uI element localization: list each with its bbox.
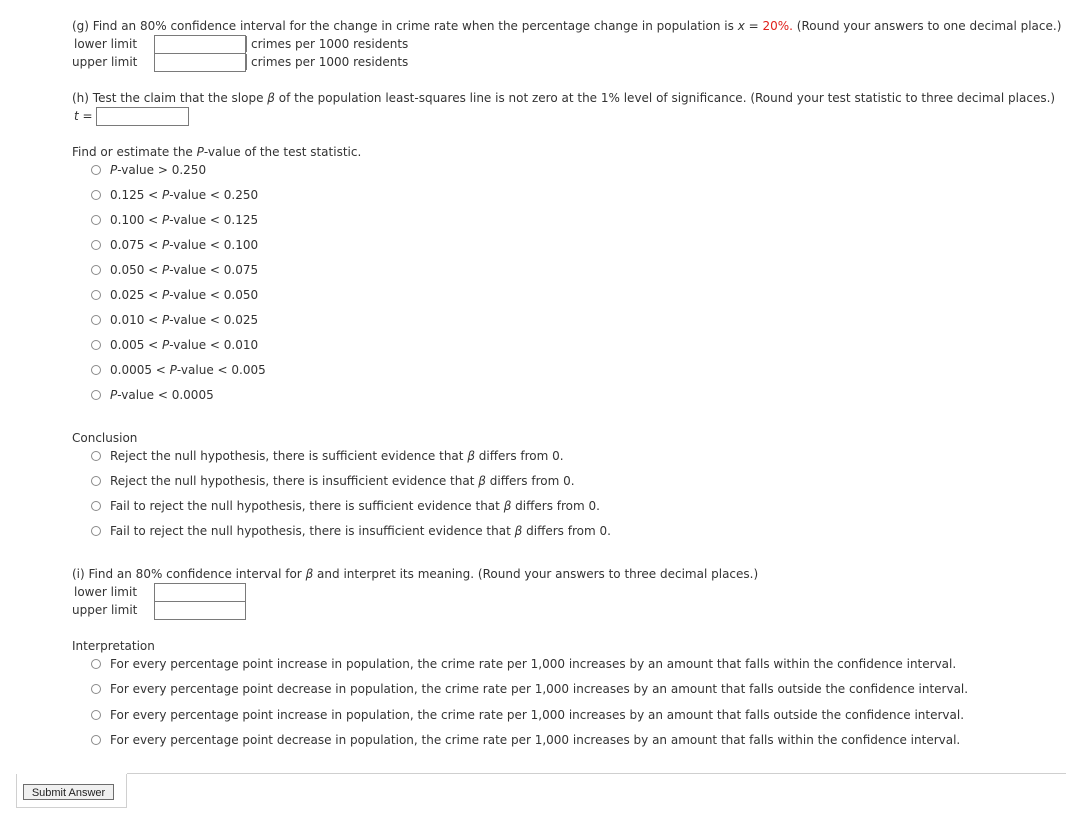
pvalue-option-post: -value < 0.0005 (117, 388, 214, 402)
interpretation-heading: Interpretation (72, 639, 155, 653)
t-equals: = (78, 109, 93, 123)
pvalue-option-post: -value < 0.025 (169, 313, 259, 327)
conclusion-option-pre: Fail to reject the null hypothesis, there is insufficient evidence that (110, 524, 515, 538)
pvalue-option-pre: 0.050 < (110, 263, 163, 277)
pvalue-option-5-radio[interactable] (91, 290, 101, 300)
pvalue-option-pre: 0.010 < (110, 313, 163, 327)
conclusion-option-pre: Reject the null hypothesis, there is sufficient evidence that (110, 449, 468, 463)
interpretation-option-0-label[interactable]: For every percentage point increase in population, the crime rate per 1,000 increases by an amount that falls within the confidence interval. (110, 657, 957, 671)
pvalue-option-post: -value < 0.250 (169, 188, 259, 202)
pvalue-option-pre: 0.0005 < (110, 363, 170, 377)
conclusion-option-3-label[interactable] (110, 523, 611, 539)
conclusion-option-0-label[interactable] (110, 448, 564, 464)
pvalue-option-pre: 0.075 < (110, 238, 163, 252)
pvalue-option-1-label[interactable] (110, 187, 258, 203)
beta-symbol: β (467, 449, 475, 463)
pvalue-option-post: -value < 0.075 (169, 263, 259, 277)
pvalue-option-pre: 0.005 < (110, 338, 163, 352)
pvalue-option-3-label[interactable] (110, 237, 258, 253)
pvalue-option-4-label[interactable] (110, 262, 258, 278)
pvalue-option-post: -value < 0.100 (169, 238, 259, 252)
pvalue-option-6-label[interactable] (110, 312, 258, 328)
beta-symbol: β (514, 524, 523, 538)
footer-divider (127, 773, 1066, 774)
pvalue-option-var: P (162, 313, 170, 327)
part-i-prompt-rest: and interpret its meaning. (Round your answers to three decimal places.) (313, 567, 759, 581)
interpretation-option-2-radio[interactable] (91, 710, 101, 720)
conclusion-option-pre: Reject the null hypothesis, there is insufficient evidence that (110, 474, 479, 488)
part-g-equals: = (744, 19, 763, 33)
g-lower-input[interactable] (154, 35, 246, 54)
conclusion-option-2-radio[interactable] (91, 501, 101, 511)
pvalue-heading-var: P (196, 145, 204, 159)
conclusion-option-post: differs from 0. (485, 474, 575, 488)
pvalue-option-post: -value < 0.050 (169, 288, 259, 302)
pvalue-option-post: -value < 0.125 (169, 213, 259, 227)
beta-symbol: β (267, 91, 275, 105)
beta-symbol: β (478, 474, 486, 488)
g-lower-unit: crimes per 1000 residents (246, 36, 408, 52)
t-label (74, 108, 93, 124)
pvalue-option-var: P (169, 363, 177, 377)
g-lower-label: lower limit (74, 37, 138, 51)
part-i-prompt (72, 566, 758, 582)
pvalue-option-var: P (110, 388, 118, 402)
part-i-prompt-text: (i) Find an 80% confidence interval for (72, 567, 306, 581)
i-upper-label: upper limit (72, 603, 138, 617)
pvalue-option-pre: 0.100 < (110, 213, 163, 227)
conclusion-option-1-label[interactable] (110, 473, 575, 489)
pvalue-option-4-radio[interactable] (91, 265, 101, 275)
part-h-prompt-text: (h) Test the claim that the slope (72, 91, 268, 105)
interpretation-option-2-label[interactable]: For every percentage point increase in population, the crime rate per 1,000 increases by an amount that falls outside the confidence interval. (110, 708, 965, 722)
pvalue-option-post: -value > 0.250 (117, 163, 207, 177)
pvalue-option-var: P (162, 338, 170, 352)
conclusion-option-post: differs from 0. (511, 499, 600, 513)
submit-answer-button[interactable]: Submit Answer (23, 784, 114, 800)
t-symbol: t (74, 109, 79, 123)
pvalue-heading-text: Find or estimate the (72, 145, 197, 159)
pvalue-option-var: P (162, 263, 170, 277)
beta-symbol: β (503, 499, 512, 513)
conclusion-option-1-radio[interactable] (91, 476, 101, 486)
pvalue-option-post: -value < 0.010 (169, 338, 259, 352)
interpretation-option-3-label[interactable]: For every percentage point decrease in population, the crime rate per 1,000 increases by an amount that falls within the confidence interval. (110, 733, 961, 747)
interpretation-option-1-radio[interactable] (91, 684, 101, 694)
pvalue-heading (72, 144, 361, 160)
pvalue-option-2-label[interactable] (110, 212, 258, 228)
pvalue-heading-rest: -value of the test statistic. (203, 145, 362, 159)
pvalue-option-8-label[interactable] (110, 362, 266, 378)
pvalue-option-7-label[interactable] (110, 337, 258, 353)
part-g-highlight-value: 20%. (762, 19, 793, 33)
i-lower-label: lower limit (74, 585, 138, 599)
conclusion-option-0-radio[interactable] (91, 451, 101, 461)
pvalue-option-1-radio[interactable] (91, 190, 101, 200)
part-g-prompt-text: (g) Find an 80% confidence interval for the change in crime rate when the percentage change in population is (72, 19, 738, 33)
pvalue-option-6-radio[interactable] (91, 315, 101, 325)
part-h-prompt (72, 90, 1055, 106)
pvalue-option-0-label[interactable] (110, 162, 206, 178)
pvalue-option-var: P (162, 238, 170, 252)
pvalue-option-9-radio[interactable] (91, 390, 101, 400)
interpretation-option-0-radio[interactable] (91, 659, 101, 669)
pvalue-option-8-radio[interactable] (91, 365, 101, 375)
beta-symbol: β (305, 567, 314, 581)
part-h-prompt-rest: of the population least-squares line is not zero at the 1% level of significance. (Round your test statistic to three decimal places.) (274, 91, 1056, 105)
pvalue-option-0-radio[interactable] (91, 165, 101, 175)
pvalue-option-var: P (162, 288, 170, 302)
i-lower-input[interactable] (154, 583, 246, 602)
pvalue-option-2-radio[interactable] (91, 215, 101, 225)
part-g-variable: x (737, 19, 745, 33)
pvalue-option-9-label[interactable] (110, 387, 214, 403)
pvalue-option-pre: 0.125 < (110, 188, 163, 202)
pvalue-option-var: P (162, 213, 170, 227)
pvalue-option-var: P (110, 163, 118, 177)
g-upper-label: upper limit (72, 55, 138, 69)
conclusion-option-post: differs from 0. (474, 449, 564, 463)
g-upper-unit: crimes per 1000 residents (246, 54, 408, 70)
conclusion-option-3-radio[interactable] (91, 526, 101, 536)
i-upper-input[interactable] (154, 601, 246, 620)
pvalue-option-5-label[interactable] (110, 287, 258, 303)
pvalue-option-7-radio[interactable] (91, 340, 101, 350)
pvalue-option-var: P (162, 188, 170, 202)
interpretation-option-3-radio[interactable] (91, 735, 101, 745)
pvalue-option-pre: 0.025 < (110, 288, 163, 302)
interpretation-option-1-label[interactable]: For every percentage point decrease in population, the crime rate per 1,000 increases by an amount that falls outside the confidence interval. (110, 682, 969, 696)
pvalue-option-3-radio[interactable] (91, 240, 101, 250)
pvalue-option-post: -value < 0.005 (176, 363, 266, 377)
conclusion-option-pre: Fail to reject the null hypothesis, there is sufficient evidence that (110, 499, 504, 513)
part-g-prompt (72, 18, 1061, 34)
g-upper-input[interactable] (154, 53, 246, 72)
t-statistic-input[interactable] (96, 107, 189, 126)
conclusion-heading: Conclusion (72, 431, 138, 445)
conclusion-option-2-label[interactable] (110, 498, 600, 514)
part-g-rounding-note: (Round your answers to one decimal place.) (792, 19, 1062, 33)
conclusion-option-post: differs from 0. (522, 524, 611, 538)
